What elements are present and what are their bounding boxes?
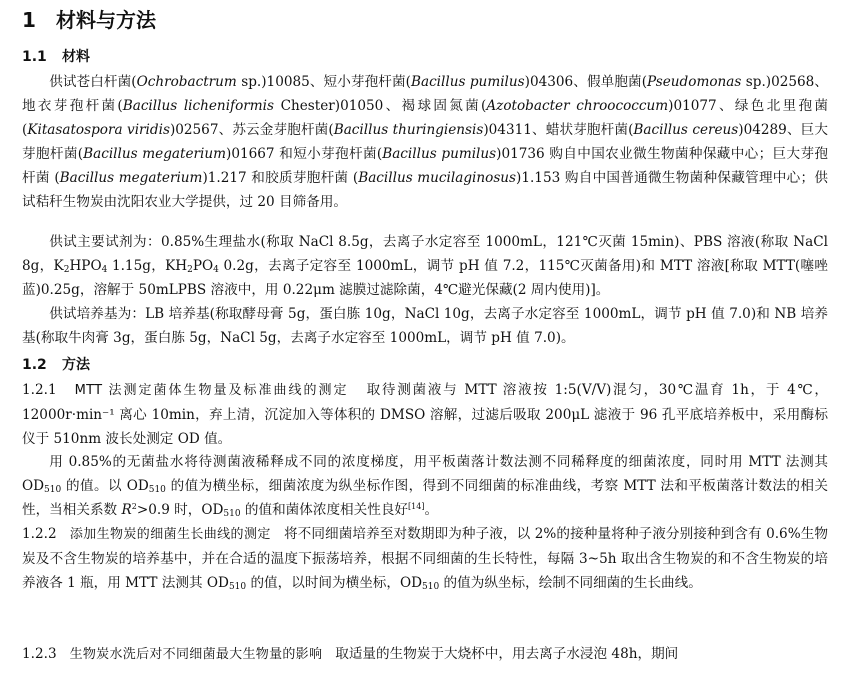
paragraph-media: 供试培养基为：LB 培养基(称取酵母膏 5g，蛋白胨 10g，NaCl 10g，去离子水定容至 1000mL，调节 pH 值 7.0)和 NB 培养基(称取牛肉膏 3g，蛋白胨 5g，NaCl 5g，去离子水定容至 1000mL，调节 pH 值 7.0)。 bbox=[22, 306, 828, 346]
paragraph-reagents: 供试主要试剂为：0.85%生理盐水(称取 NaCl 8.5g，去离子水定容至 1000mL，121℃灭菌 15min)、PBS 溶液(称取 NaCl 8g，$K_2HPO_4$ 1.15g，$KH_2PO_4$ 0.2g，去离子定容至 1000mL，调节 pH 值 7.2，115℃灭菌备用)和 MTT 溶液[称取 MTT(噻唑蓝)0.25g，溶解于 50mLPBS 溶液中，用 0.22μm 滤膜过滤除菌，4℃避光保藏(2 周内使用)]。 bbox=[22, 234, 828, 298]
method-title: 添加生物炭的细菌生长曲线的测定 bbox=[69, 527, 271, 542]
paragraph-strains: 供试苍白杆菌(Ochrobactrum sp.)10085、短小芽孢杆菌(Bacillus pumilus)04306、假单胞菌(Pseudomonas sp.)02568、地衣芽孢杆菌(Bacillus licheniformis Chester)01050、褐球固氮菌(Azotobacter chroococcum)01077、绿色北里孢菌(Kitasatospora viridis)02567、苏云金芽胞杆菌(Bacillus thuringiensis)04311、蜡状芽胞杆菌(Bacillus cereus)04289、巨大芽胞杆菌(Bacillus megaterium)01667 和短小芽孢杆菌(Bacillus pumilus)01736 购自中国农业微生物菌种保藏中心；巨大芽孢杆菌 (Bacillus megaterium)1.217 和胶质芽胞杆菌 (Bacillus mucilaginosus)1.153 购自中国普通微生物菌种保藏管理中心；供试秸秆生物炭由沈阳农业大学提供，过 20 目筛备用。 bbox=[22, 74, 829, 210]
subsection-number: 1.1 bbox=[22, 49, 47, 65]
paragraph-method-1-2-2: 1.2.2 添加生物炭的细菌生长曲线的测定 将不同细菌培养至对数期即为种子液，以 2%的接种量将种子液分别接种到含有 0.6%生物炭及不含生物炭的培养基中，并在合适的温度下振荡培养，根据不同细菌的生长特性，每隔 3~5h 取出含生物炭的和不含生物炭的培养液各 1 瓶，用 MTT 法测其 $OD_{510}$ 的值，以时间为横坐标，$OD_{510}$ 的值为纵坐标，绘制不同细菌的生长曲线。 bbox=[22, 522, 828, 595]
method-number: 1.2.1 bbox=[22, 382, 57, 398]
subsection-number: 1.2 bbox=[22, 357, 47, 373]
subsection-heading-materials bbox=[22, 47, 90, 67]
paragraph-method-1-2-3: 1.2.3 生物炭水洗后对不同细菌最大生物量的影响 取适量的生物炭于大烧杯中，用去离子水浸泡 48h，期间 bbox=[22, 642, 828, 667]
paragraph-standard-curve: 用 0.85%的无菌盐水将待测菌液稀释成不同的浓度梯度，用平板菌落计数法测不同稀释度的细菌浓度，同时用 MTT 法测其 $OD_{510}$ 的值。以 $OD_{510}$ 的值为横坐标，细菌浓度为纵坐标作图，得到不同细菌的标准曲线，考察 MTT 法和平板菌落计数法的相关性，当相关系数 $R^2>0.9$ 时，$OD_{510}$ 的值和菌体浓度相关性良好[14]。 bbox=[22, 454, 828, 519]
subsection-title: 材料 bbox=[62, 49, 90, 65]
method-title: MTT 法测定菌体生物量及标准曲线的测定 bbox=[74, 383, 349, 398]
subsection-title: 方法 bbox=[62, 357, 90, 373]
method-number: 1.2.2 bbox=[22, 526, 57, 542]
section-title: 材料与方法 bbox=[56, 8, 156, 32]
paragraph-method-1-2-1: 1.2.1 MTT 法测定菌体生物量及标准曲线的测定 取待测菌液与 MTT 溶液按 1:5(V/V)混匀，30℃温育 1h，于 4℃，12000r·min⁻¹ 离心 10min，弃上清，沉淀加入等体积的 DMSO 溶解，过滤后吸取 200μL 滤液于 96 孔平底培养板中，采用酶标仪于 510nm 波长处测定 OD 值。 bbox=[22, 378, 828, 451]
section-number: 1 bbox=[22, 8, 36, 32]
method-number: 1.2.3 bbox=[22, 646, 57, 662]
subsection-heading-methods bbox=[22, 355, 90, 375]
method-title: 生物炭水洗后对不同细菌最大生物量的影响 bbox=[69, 647, 323, 662]
citation: [14] bbox=[408, 502, 425, 511]
section-heading bbox=[22, 7, 156, 33]
